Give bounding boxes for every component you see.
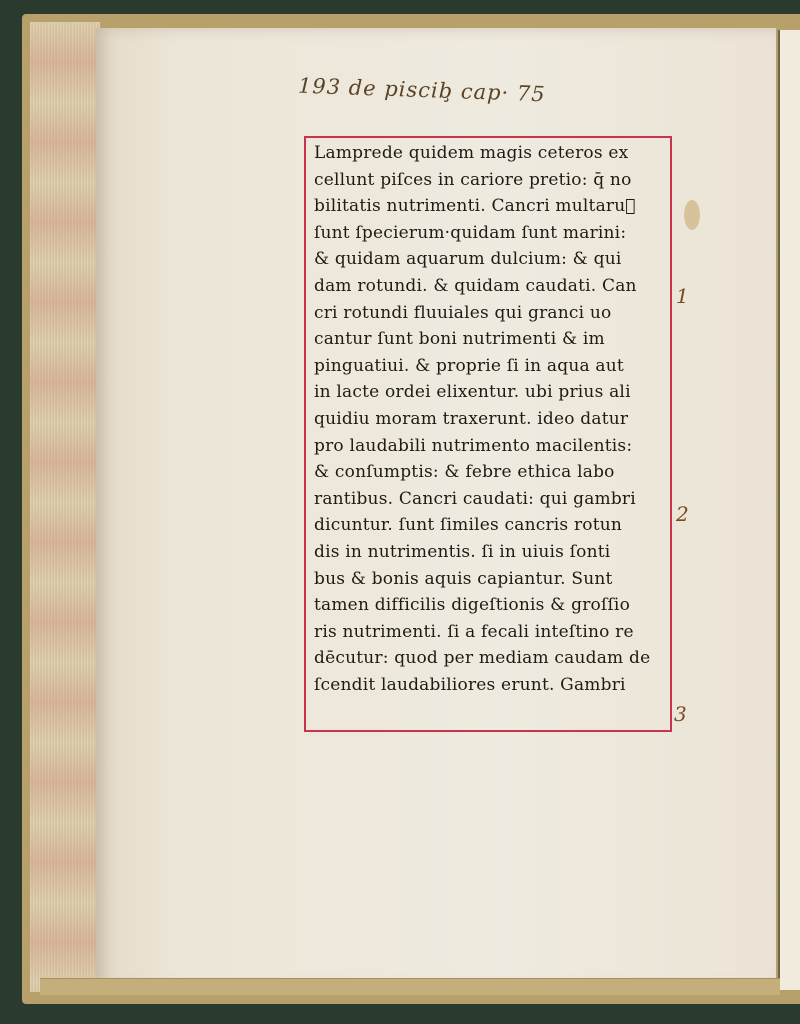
text-line: quidiu moram traxerunt. ideo datur	[314, 408, 629, 429]
text-line: ſcendit laudabiliores erunt. Gambri	[314, 674, 626, 695]
running-head: 193 de piscib̧ cap· 75	[297, 73, 546, 107]
text-line: tamen difficilis digeſtionis & groſſio	[314, 595, 631, 616]
text-line: cantur ſunt boni nutrimenti & im	[314, 329, 605, 350]
text-block	[314, 140, 666, 698]
text-line: pinguatiui. & proprie ſi in aqua aut	[314, 355, 624, 376]
bottom-page-edge	[40, 978, 780, 995]
text-line: bus & bonis aquis capiantur. Sunt	[314, 568, 613, 589]
text-line: cri rotundi fluuiales qui granci uo	[314, 302, 612, 323]
text-line: & quidam aquarum dulcium: & qui	[314, 249, 622, 270]
margin-number: 3	[674, 702, 687, 726]
text-line: Lamprede quidem magis ceteros ex	[314, 143, 629, 163]
text-line: rantibus. Cancri caudati: qui gambri	[314, 488, 636, 509]
text-line: dam rotundi. & quidam caudati. Can	[314, 275, 637, 296]
text-line: dis in nutrimentis. ſi in uiuis ſonti	[314, 541, 611, 562]
page-edges	[30, 22, 101, 992]
text-line: bilitatis nutrimenti. Cancri multaru᷑	[314, 196, 636, 217]
text-line: & conſumptis: & febre ethica labo	[314, 462, 615, 483]
facing-page-edge	[778, 30, 800, 990]
margin-number: 1	[676, 284, 689, 308]
text-line: in lacte ordei elixentur. ubi prius ali	[314, 382, 631, 403]
paper-stain	[684, 200, 700, 230]
text-line: cellunt piſces in cariore pretio: q̄ no	[314, 169, 632, 190]
margin-number: 2	[676, 502, 689, 526]
text-line: ſunt ſpecierum·quidam ſunt marini:	[314, 222, 627, 243]
text-line: dēcutur: quod per mediam caudam de	[314, 648, 651, 669]
text-line: dicuntur. ſunt ſimiles cancris rotun	[314, 515, 623, 536]
text-line: ris nutrimenti. ſi a fecali inteſtino re	[314, 621, 634, 642]
text-line: pro laudabili nutrimento macilentis:	[314, 435, 633, 456]
